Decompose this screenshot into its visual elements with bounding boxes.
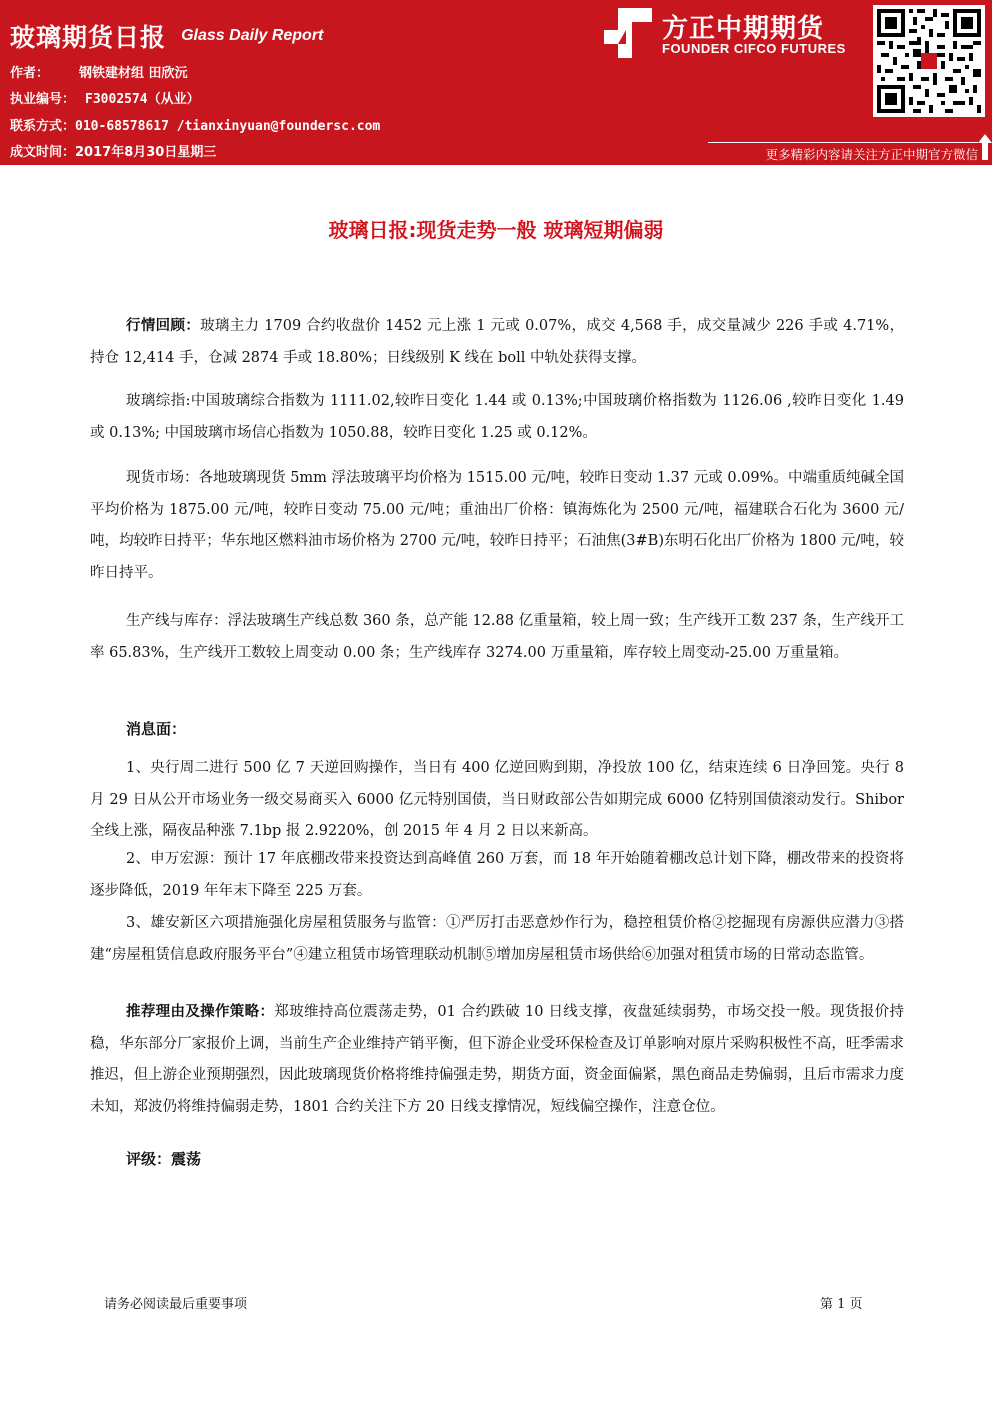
meta-date bbox=[10, 141, 216, 160]
rating bbox=[126, 1148, 201, 1169]
report-header bbox=[0, 0, 992, 165]
market-review-text: 玻璃主力 1709 合约收盘价 1452 元上涨 1 元或 0.07%，成交 4,568 手，成交量减少 226 手或 4.71%，持仓 12,414 手，仓减 2874 手或 18.80%；日线级别 K 线在 boll 中轨处获得支撑。 bbox=[90, 318, 904, 366]
spot-market-paragraph: 现货市场：各地玻璃现货 5mm 浮法玻璃平均价格为 1515.00 元/吨，较昨日变动 1.37 元或 0.09%。中端重质纯碱全国平均价格为 1875.00 元/吨，较昨日变动 75.00 元/吨；重油出厂价格：镇海炼化为 2500 元/吨，福建联合石化为 3600 元/吨，均较昨日持平；华东地区燃料油市场价格为 2700 元/吨，较昨日持平；石油焦(3#B)东明石化出厂价格为 1800 元/吨，较昨日持平。 bbox=[90, 470, 904, 582]
logo-mark-icon bbox=[604, 8, 652, 58]
market-review-paragraph bbox=[90, 311, 904, 374]
production-inventory-paragraph: 生产线与库存：浮法玻璃生产线总数 360 条，总产能 12.88 亿重量箱，较上周一致；生产线开工数 237 条，生产线开工率 65.83%，生产线开工数较上周变动 0.00 条；生产线库存 3274.00 万重量箱，库存较上周变动-25.00 万重量箱。 bbox=[90, 613, 904, 661]
meta-license bbox=[10, 88, 200, 107]
footer-disclaimer: 请务必阅读最后重要事项 bbox=[104, 1297, 248, 1312]
meta-date-key: 成文时间： bbox=[10, 145, 76, 160]
meta-date-value: 2017年8月30日星期三 bbox=[75, 145, 217, 160]
qr-code-icon bbox=[873, 5, 985, 117]
strategy-label: 推荐理由及操作策略： bbox=[126, 1004, 275, 1020]
logo-text-en: FOUNDER CIFCO FUTURES bbox=[662, 41, 846, 56]
report-title-zh: 玻璃期货日报 bbox=[10, 23, 167, 52]
company-logo bbox=[604, 8, 866, 60]
wechat-note: 更多精彩内容请关注方正中期官方微信 bbox=[765, 147, 978, 162]
strategy-text: 郑玻维持高位震荡走势，01 合约跌破 10 日线支撑，夜盘延续弱势，市场交投一般。现货报价持稳，华东部分厂家报价上调，当前生产企业维持产销平衡，但下游企业受环保检查及订单影响对原片采购积极性不高，旺季需求推迟，但上游企业预期强烈，因此玻璃现货价格将维持偏强走势，期货方面，资金面偏紧，黑色商品走势偏弱，且后市需求力度未知，郑波仍将维持偏弱走势，1801 合约关注下方 20 日线支撑情况，短线偏空操作，注意仓位。 bbox=[90, 1004, 905, 1116]
page-number: 第 1 页 bbox=[820, 1297, 863, 1312]
news-item-1: 1、央行周二进行 500 亿 7 天逆回购操作，当日有 400 亿逆回购到期，净投放 100 亿，结束连续 6 日净回笼。央行 8 月 29 日从公开市场业务一级交易商买入 6000 亿元特别国债，当日财政部公告如期完成 6000 亿特别国债滚动发行。Shibor 全线上涨，隔夜品种涨 7.1bp 报 2.9220%，创 2015 年 4 月 2 日以来新高。 bbox=[90, 760, 904, 840]
glass-index-paragraph: 玻璃综指:中国玻璃综合指数为 1111.02,较昨日变化 1.44 或 0.13%;中国玻璃价格指数为 1126.06 ,较昨日变化 1.49 或 0.13%; 中国玻璃市场信心指数为 1050.88，较昨日变化 1.25 或 0.12%。 bbox=[90, 393, 904, 441]
meta-contact-value[interactable]: 010-68578617 /tianxinyuan@foundersc.com bbox=[75, 119, 381, 134]
report-title bbox=[10, 18, 323, 54]
wechat-divider bbox=[708, 142, 978, 143]
logo-text-zh: 方正中期期货 bbox=[662, 14, 825, 44]
report-headline: 玻璃日报:现货走势一般 玻璃短期偏弱 bbox=[328, 218, 664, 242]
strategy-paragraph bbox=[90, 997, 904, 1124]
wechat-note-bar bbox=[700, 142, 992, 164]
up-arrow-icon bbox=[978, 134, 992, 160]
rating-label: 评级： bbox=[126, 1150, 172, 1168]
report-title-en: Glass Daily Report bbox=[181, 27, 324, 44]
meta-license-value: F3002574（从业） bbox=[85, 92, 200, 107]
meta-contact-key: 联系方式： bbox=[10, 119, 76, 134]
meta-author-value: 钢铁建材组 田欣沅 bbox=[79, 66, 188, 81]
news-heading: 消息面： bbox=[126, 720, 187, 738]
meta-author-key: 作者： bbox=[10, 66, 50, 81]
meta-contact bbox=[10, 115, 380, 134]
meta-author bbox=[10, 62, 188, 81]
market-review-label: 行情回顾： bbox=[126, 318, 201, 334]
meta-license-key: 执业编号： bbox=[10, 92, 76, 107]
rating-value: 震荡 bbox=[171, 1150, 202, 1168]
news-item-2: 2、申万宏源：预计 17 年底棚改带来投资达到高峰值 260 万套，而 18 年开始随着棚改总计划下降，棚改带来的投资将逐步降低，2019 年年末下降至 225 万套。 bbox=[90, 851, 904, 899]
news-item-3: 3、雄安新区六项措施强化房屋租赁服务与监管：①严厉打击恶意炒作行为，稳控租赁价格②挖掘现有房源供应潜力③搭建“房屋租赁信息政府服务平台”④建立租赁市场管理联动机制⑤增加房屋租赁市场供给⑥加强对租赁市场的日常动态监管。 bbox=[90, 915, 904, 963]
